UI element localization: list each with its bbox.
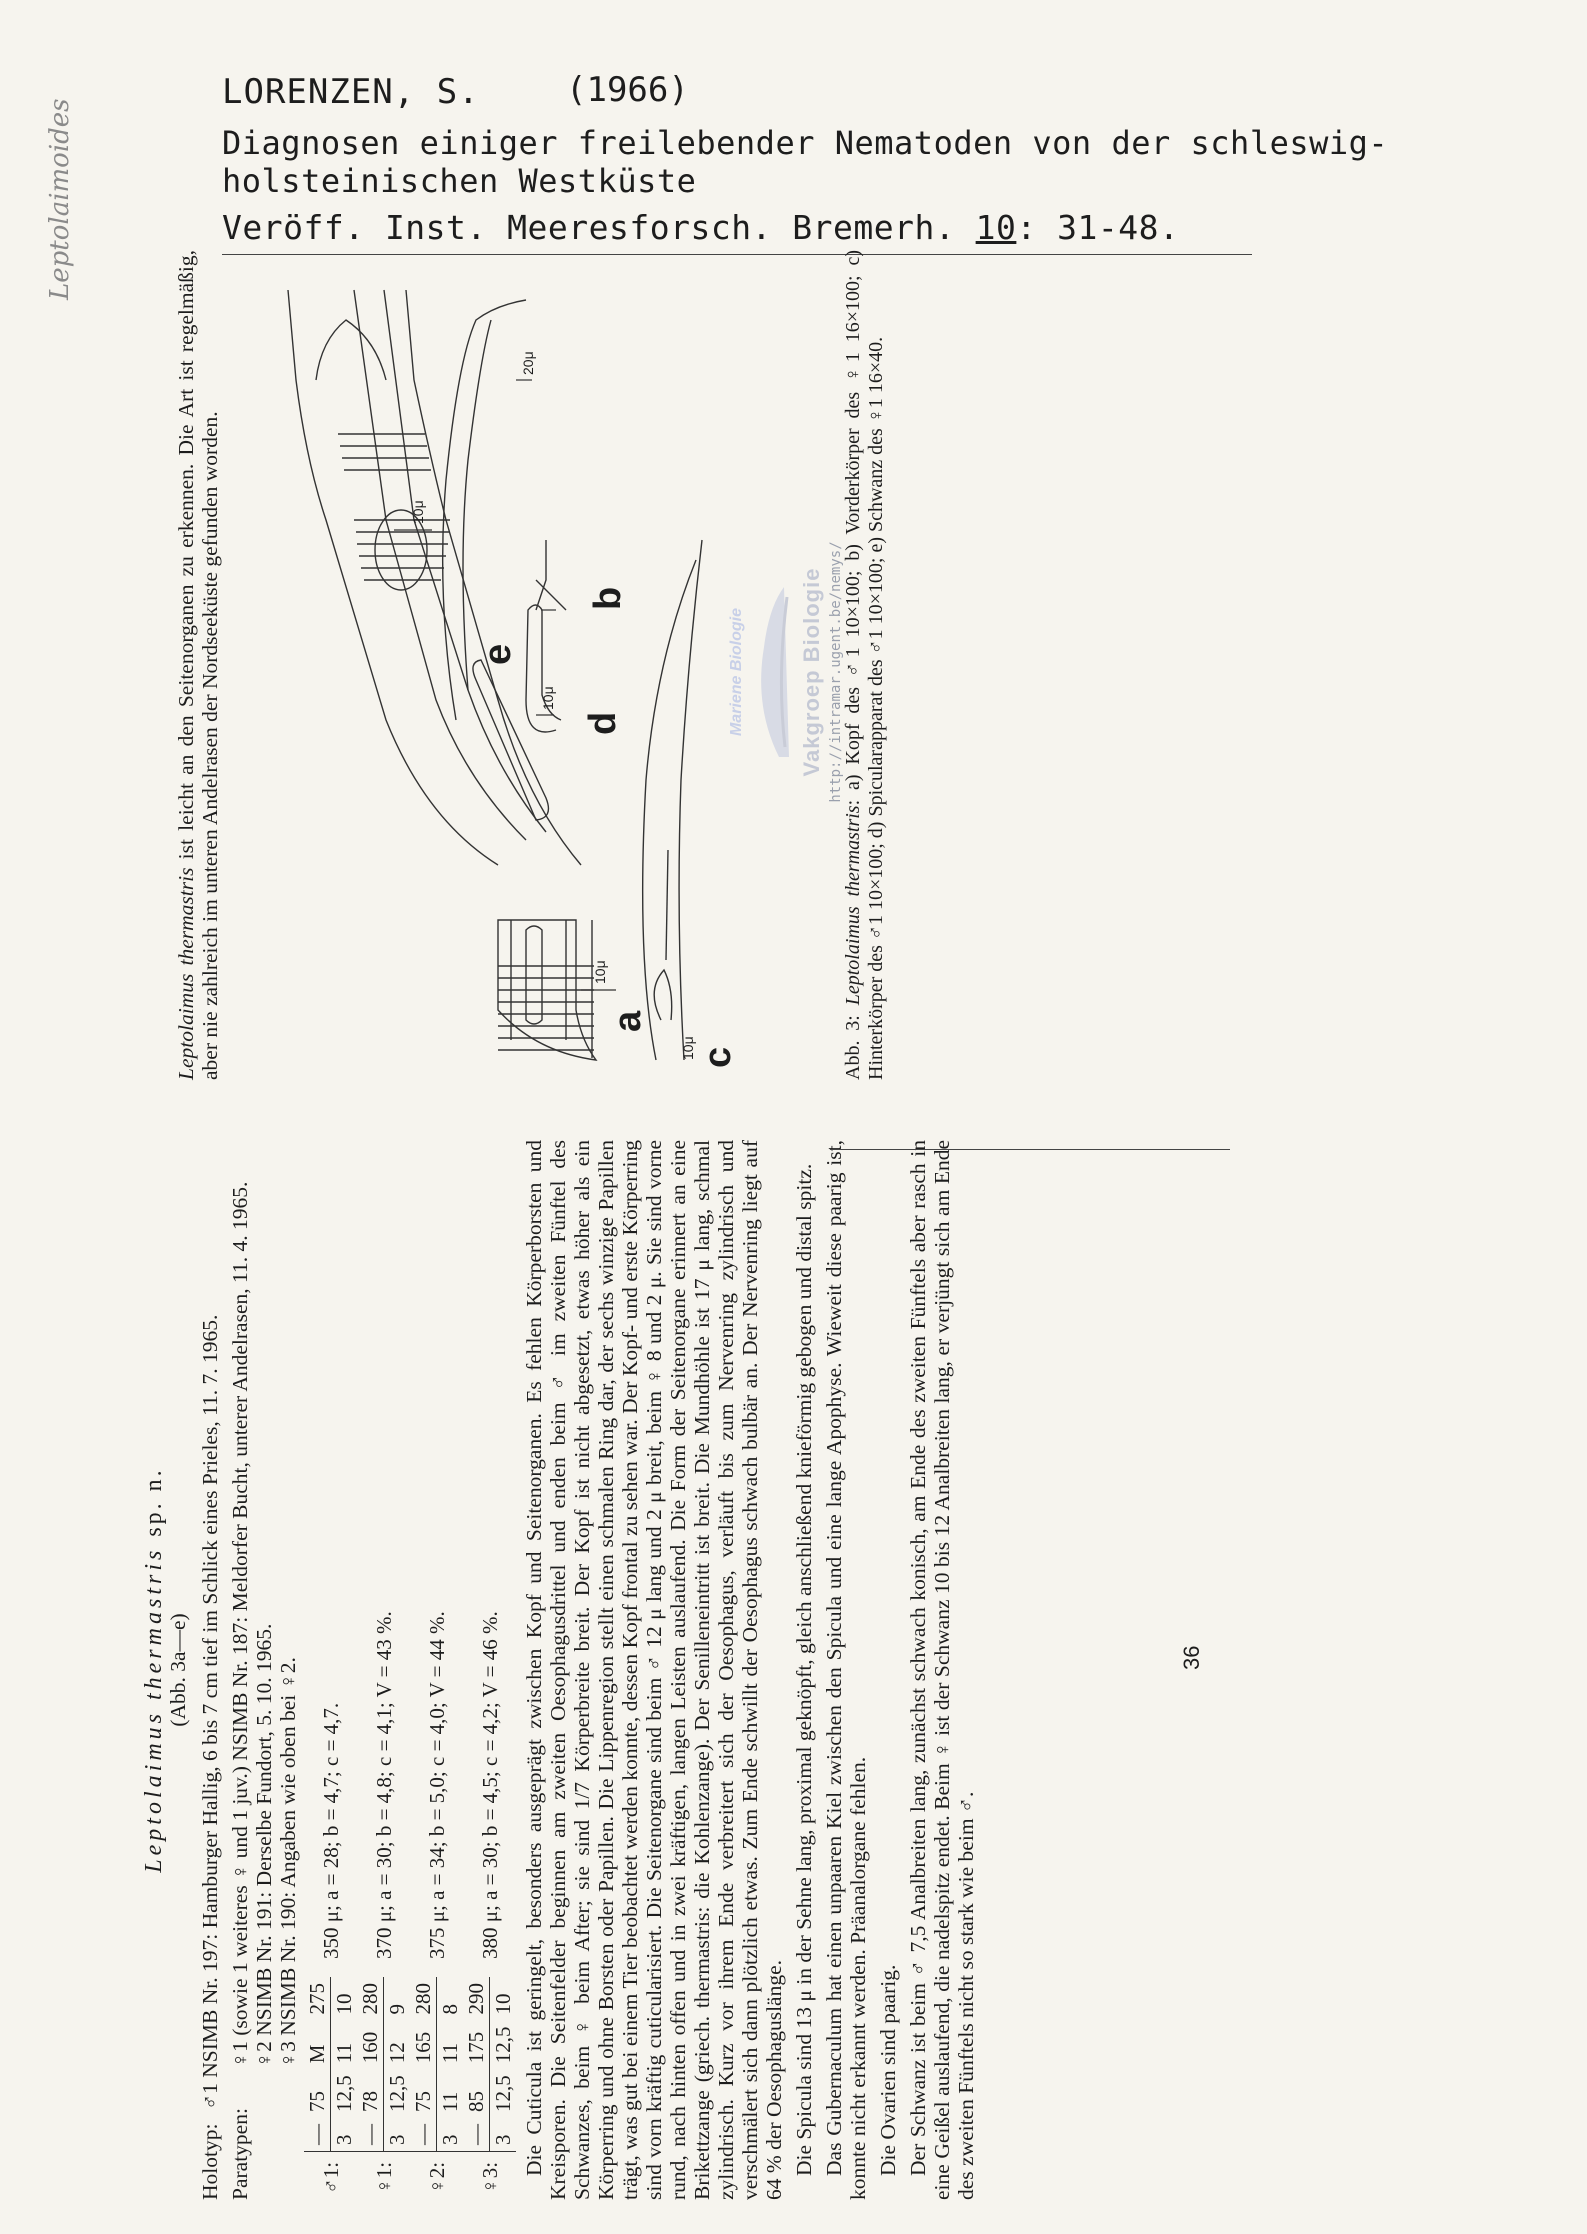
watermark bbox=[725, 472, 848, 872]
holotype-label: Holotyp: bbox=[198, 2123, 222, 2200]
journal-name: Veröff. Inst. Meeresforsch. Bremerh. bbox=[222, 208, 956, 247]
scale-label-a: 10μ bbox=[592, 960, 608, 984]
left-column bbox=[140, 1140, 978, 2200]
scale-label-d: 10μ bbox=[540, 686, 556, 710]
journal-pages: : 31-48. bbox=[1016, 208, 1180, 247]
caption-text: : a) Kopf des ♂1 10×100; b) Vorderkörper des ♀1 16×100; c) Hinterkörper des ♂1 10×100; d) Spicularapparat des ♂1 10×100; e) Schwanz des ♀1 16×40. bbox=[842, 250, 887, 1080]
measurement-top-value: M bbox=[304, 2021, 331, 2070]
measurement-symbol: ♂1: bbox=[318, 2161, 343, 2194]
caption-prefix: Abb. 3: bbox=[842, 1005, 864, 1080]
paratype-line-2: ♀2 NSIMB Nr. 191: Derselbe Fundort, 5. 10. 1965. bbox=[252, 1623, 276, 2068]
measurement-bottom-value: 10 bbox=[332, 1993, 356, 2015]
measurement-bottom-value: 12,5 bbox=[332, 2075, 356, 2112]
pencil-annotation: Leptolaimoides bbox=[45, 98, 75, 300]
measurement-top-value: — bbox=[304, 2118, 331, 2152]
scale-label-e: 20μ bbox=[520, 351, 536, 375]
citation-author: LORENZEN, S. bbox=[222, 72, 480, 112]
measurement-top-value: — bbox=[463, 2118, 490, 2152]
paratype-block bbox=[228, 1140, 252, 2200]
measurement-result: 380 μ; a = 30; b = 4,5; c = 4,2; V = 46 %. bbox=[477, 1611, 502, 1959]
drawing-b-body bbox=[288, 290, 581, 865]
holotype-text: ♂1 NSIMB Nr. 197: Hamburger Hallig, 6 bis 7 cm tief im Schlick eines Prieles, 11. 7. 1965. bbox=[198, 1314, 222, 2110]
measurement-top-value: 160 bbox=[357, 2021, 384, 2070]
measurement-bottom-value: 11 bbox=[438, 2091, 462, 2112]
measurement-bottom-value: 12,5 bbox=[385, 2075, 409, 2112]
measurement-top-value: 275 bbox=[304, 1977, 331, 2021]
watermark-logo-icon bbox=[749, 577, 795, 767]
scale-label-c: 10μ bbox=[680, 1036, 696, 1060]
measurement-bottom-value: 11 bbox=[332, 2043, 356, 2064]
measurement-top-value: 280 bbox=[357, 1977, 384, 2021]
citation-journal bbox=[222, 208, 1179, 247]
description-paragraph: Die Cuticula ist geringelt, besonders ausgeprägt zwischen Kopf und Seitenorganen. Es fehlen Körperborsten und Kreisporen. Die Seitenfelder beginnen am zweiten Oesophagusdrittel und enden beim ♂ im zweiten Fünftel des Schwanzes, beim ♀ beim After; sie sind 1/7 Körperbreite breit. Der Kopf ist nicht abgesetzt, etwas höher als ein Körperring und ohne Borsten oder Papillen. Die Lippenregion stellt einen schmalen Ring dar, der sechs winzige Papillen trägt, was gut bei einem Tier beobachtet werden konnte, dessen Kopf frontal zu sehen war. Der Kopf- und erste Körperring sind vorn kräftig cuticularisiert. Die Seitenorgane sind beim ♂ 12 μ lang und 2 μ breit, beim ♀ 8 und 2 μ. Sie sind vorne rund, nach hinten offen und in zwei kräftigen, langen Leisten auslaufend. Die Form der Seitenorgane erinnert an eine Brikettzange (griech. thermastris: die Kohlenzange). Der Senilleneintritt ist breit. Die Mundhöhle ist 17 μ lang, schmal zylindrisch. Kurz vor ihrem Ende verbreitert sich der Oesophagus, verläuft bis zum Nervenring zylindrisch und verschmälert sich dann plötzlich etwas. Zum Ende schwillt der Oesophagus schwach bulbär an. Der Nervenring liegt auf 64 % der Oesophaguslänge. bbox=[522, 1140, 786, 2200]
figure-label-a: a bbox=[607, 1010, 649, 1032]
measurement-top-value: 175 bbox=[463, 2021, 490, 2070]
measurement-top-value: 165 bbox=[410, 2021, 437, 2070]
figure-label-c: c bbox=[697, 1046, 739, 1068]
measurement-bottom-value: 3 bbox=[490, 2118, 517, 2152]
paratype-line-3: ♀3 NSIMB Nr. 190: Angaben wie oben bei ♀2. bbox=[276, 1657, 300, 2068]
scale-bars bbox=[394, 380, 624, 990]
figure-reference: (Abb. 3a—e) bbox=[166, 1613, 190, 1727]
intro-species: Leptolaimus thermastris bbox=[174, 867, 198, 1080]
measurement-top-value: 78 bbox=[357, 2069, 384, 2118]
intro-text: ist leicht an den Seitenorganen zu erkennen. Die Art ist regelmäßig, aber nie zahlreich im unteren Andelrasen der Nordseeküste gefunden worden. bbox=[174, 250, 222, 1080]
measurement-top-value: 280 bbox=[410, 1977, 437, 2021]
watermark-line-1: Mariene Biologie bbox=[728, 607, 745, 737]
measurement-top-value: 85 bbox=[463, 2069, 490, 2118]
watermark-line-2: Vakgroep Biologie bbox=[799, 567, 824, 777]
measurement-top-value: — bbox=[410, 2118, 437, 2152]
measurement-top-value: 75 bbox=[304, 2069, 331, 2118]
measurement-bottom-value: 3 bbox=[437, 2118, 464, 2152]
spicula-paragraph: Die Spicula sind 13 μ in der Sehne lang, proximal geknöpft, gleich anschließend knieförmig gebogen und distal spitz. bbox=[792, 1163, 816, 2176]
figure-drawing bbox=[236, 250, 706, 1080]
measurement-bottom-value: 12,5 bbox=[491, 2026, 515, 2064]
measurement-formulas bbox=[304, 1605, 516, 2200]
holotype-block bbox=[198, 1140, 222, 2200]
measurement-bottom-value: 8 bbox=[438, 2004, 462, 2015]
measurement-top-value: 75 bbox=[410, 2069, 437, 2118]
measurement-bottom-value: 12,5 bbox=[491, 2075, 515, 2112]
paratype-line-1: ♀1 (sowie 1 weiteres ♀ und 1 juv.) NSIMB Nr. 187: Meldorfer Bucht, unterer Andelrasen, 11. 4. 1965. bbox=[228, 1181, 252, 2068]
measurement-bottom-value: 3 bbox=[384, 2118, 411, 2152]
measurement-top-value: 290 bbox=[463, 1977, 490, 2021]
species-name: Leptolaimus thermastris bbox=[141, 1546, 167, 1873]
measurement-bottom-value: 3 bbox=[331, 2118, 358, 2152]
caption-species: Leptolaimus thermastris bbox=[842, 805, 864, 1006]
intro-paragraph bbox=[174, 250, 222, 1080]
drawing-c-posterior bbox=[643, 540, 702, 1060]
watermark-url: http://intramar.ugent.be/nemys/ bbox=[828, 541, 844, 803]
page-number: 36 bbox=[1179, 1645, 1204, 1670]
measurement-symbol: ♀2: bbox=[424, 2161, 449, 2194]
margin-line bbox=[830, 1149, 1230, 1150]
measurement-top-value: — bbox=[357, 2118, 384, 2152]
measurement-bottom-value: 12 bbox=[385, 2042, 409, 2064]
figure-label-b: b bbox=[587, 586, 629, 610]
measurement-result: 370 μ; a = 30; b = 4,8; c = 4,1; V = 43 %. bbox=[371, 1611, 396, 1959]
paratype-label: Paratypen: bbox=[228, 2108, 252, 2200]
measurement-result: 350 μ; a = 28; b = 4,7; c = 4,7. bbox=[318, 1702, 343, 1959]
tail-paragraph: Der Schwanz ist beim ♂ 7,5 Analbreiten lang, zunächst schwach konisch, am Ende des zweiten Fünftels aber rasch in eine Geißel auslaufend, die nadelspitz endet. Beim ♀ ist der Schwanz 10 bis 12 Analbreiten lang, er verjüngt sich am Ende des zweiten Fünftels nicht so stark wie beim ♂. bbox=[906, 1140, 978, 2200]
measurement-bottom-value: 10 bbox=[491, 1993, 515, 2015]
scale-label-b: 10μ bbox=[410, 500, 426, 524]
right-column bbox=[140, 250, 887, 1080]
figure-label-d: d bbox=[582, 711, 624, 735]
figure-label-e: e bbox=[477, 643, 519, 665]
measurement-result: 375 μ; a = 34; b = 5,0; c = 4,0; V = 44 %. bbox=[424, 1611, 449, 1959]
measurement-bottom-value: 9 bbox=[385, 2004, 409, 2015]
gubernaculum-paragraph: Das Gubernaculum hat einen unpaaren Kiel zwischen den Spicula und eine lange Apophyse. Wieweit diese paarig ist, konnte nicht erkannt werden. Präanalorgane fehlen. bbox=[822, 1140, 870, 2200]
measurement-bottom-value: 11 bbox=[438, 2043, 462, 2064]
journal-volume: 10 bbox=[975, 208, 1017, 247]
figure-caption bbox=[842, 250, 888, 1080]
ovary-paragraph: Die Ovarien sind paarig. bbox=[876, 1964, 900, 2176]
citation-title: Diagnosen einiger freilebender Nematoden von der schleswig- holsteinischen Westküste bbox=[222, 124, 1389, 200]
species-heading bbox=[142, 1140, 166, 2200]
citation-year: (1966) bbox=[566, 70, 689, 110]
measurement-symbol: ♀1: bbox=[371, 2161, 396, 2194]
measurement-symbol: ♀3: bbox=[477, 2161, 502, 2194]
species-novelty: sp. n. bbox=[141, 1467, 167, 1537]
